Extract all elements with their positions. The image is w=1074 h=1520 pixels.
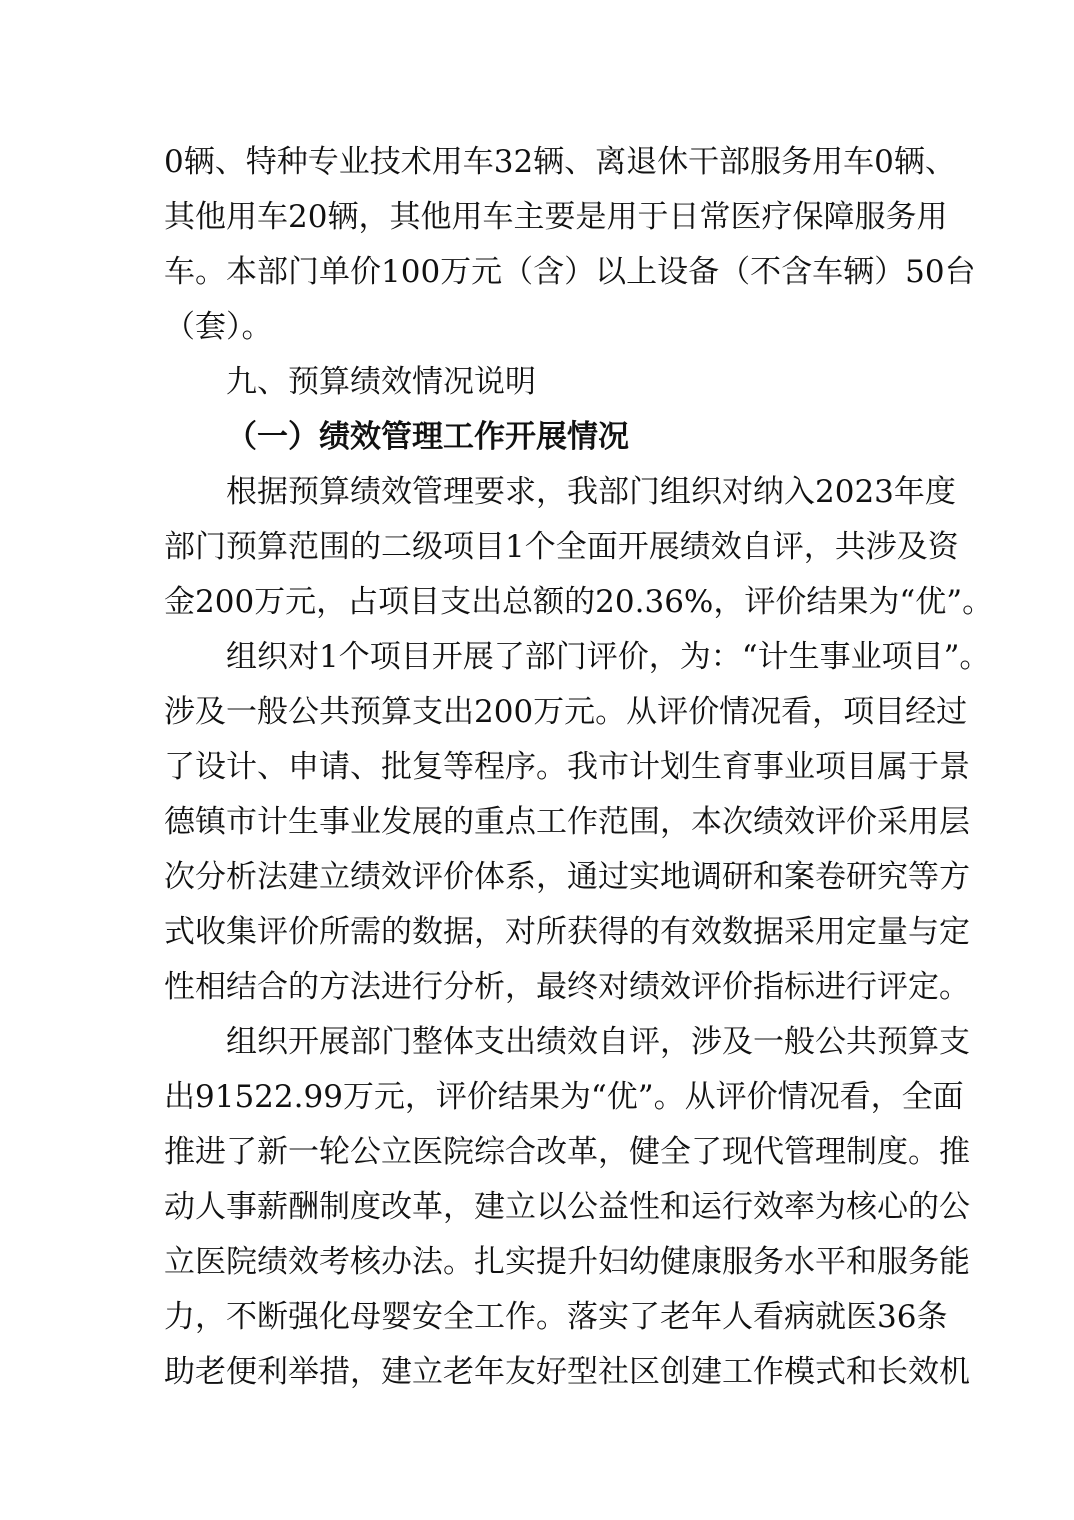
- body-text-line: 出91522.99万元，评价结果为“优”。从评价情况看，全面: [164, 1079, 964, 1115]
- body-text-line: 助老便利举措，建立老年友好型社区创建工作模式和长效机: [164, 1354, 970, 1390]
- body-text-line: 推进了新一轮公立医院综合改革，健全了现代管理制度。推: [164, 1134, 970, 1170]
- body-text-line: 根据预算绩效管理要求，我部门组织对纳入2023年度: [226, 474, 956, 510]
- subsection-heading: （一）绩效管理工作开展情况: [226, 419, 629, 455]
- body-text-line: （套）。: [164, 309, 273, 345]
- body-text-line: 车。本部门单价100万元（含）以上设备（不含车辆）50台: [164, 254, 976, 290]
- body-text-line: 了设计、申请、批复等程序。我市计划生育事业项目属于景: [164, 749, 970, 785]
- body-text-line: 组织对1个项目开展了部门评价，为：“计生事业项目”。: [226, 639, 991, 675]
- section-heading: 九、预算绩效情况说明: [226, 364, 536, 400]
- body-text-line: 金200万元，占项目支出总额的20.36%，评价结果为“优”。: [164, 584, 994, 620]
- body-text-line: 德镇市计生事业发展的重点工作范围，本次绩效评价采用层: [164, 804, 970, 840]
- body-text-line: 立医院绩效考核办法。扎实提升妇幼健康服务水平和服务能: [164, 1244, 970, 1280]
- body-text-line: 次分析法建立绩效评价体系，通过实地调研和案卷研究等方: [164, 859, 970, 895]
- body-text-line: 力，不断强化母婴安全工作。落实了老年人看病就医36条: [164, 1299, 948, 1335]
- body-text-line: 动人事薪酬制度改革，建立以公益性和运行效率为核心的公: [164, 1189, 970, 1225]
- body-text-line: 组织开展部门整体支出绩效自评，涉及一般公共预算支: [226, 1024, 970, 1060]
- body-text-line: 涉及一般公共预算支出200万元。从评价情况看，项目经过: [164, 694, 968, 730]
- body-text-line: 式收集评价所需的数据，对所获得的有效数据采用定量与定: [164, 914, 970, 950]
- body-text-line: 其他用车20辆，其他用车主要是用于日常医疗保障服务用: [164, 199, 948, 235]
- body-text-line: 0辆、特种专业技术用车32辆、离退休干部服务用车0辆、: [164, 144, 956, 180]
- body-text-line: 性相结合的方法进行分析，最终对绩效评价指标进行评定。: [164, 969, 970, 1005]
- body-text-line: 部门预算范围的二级项目1个全面开展绩效自评，共涉及资: [164, 529, 959, 565]
